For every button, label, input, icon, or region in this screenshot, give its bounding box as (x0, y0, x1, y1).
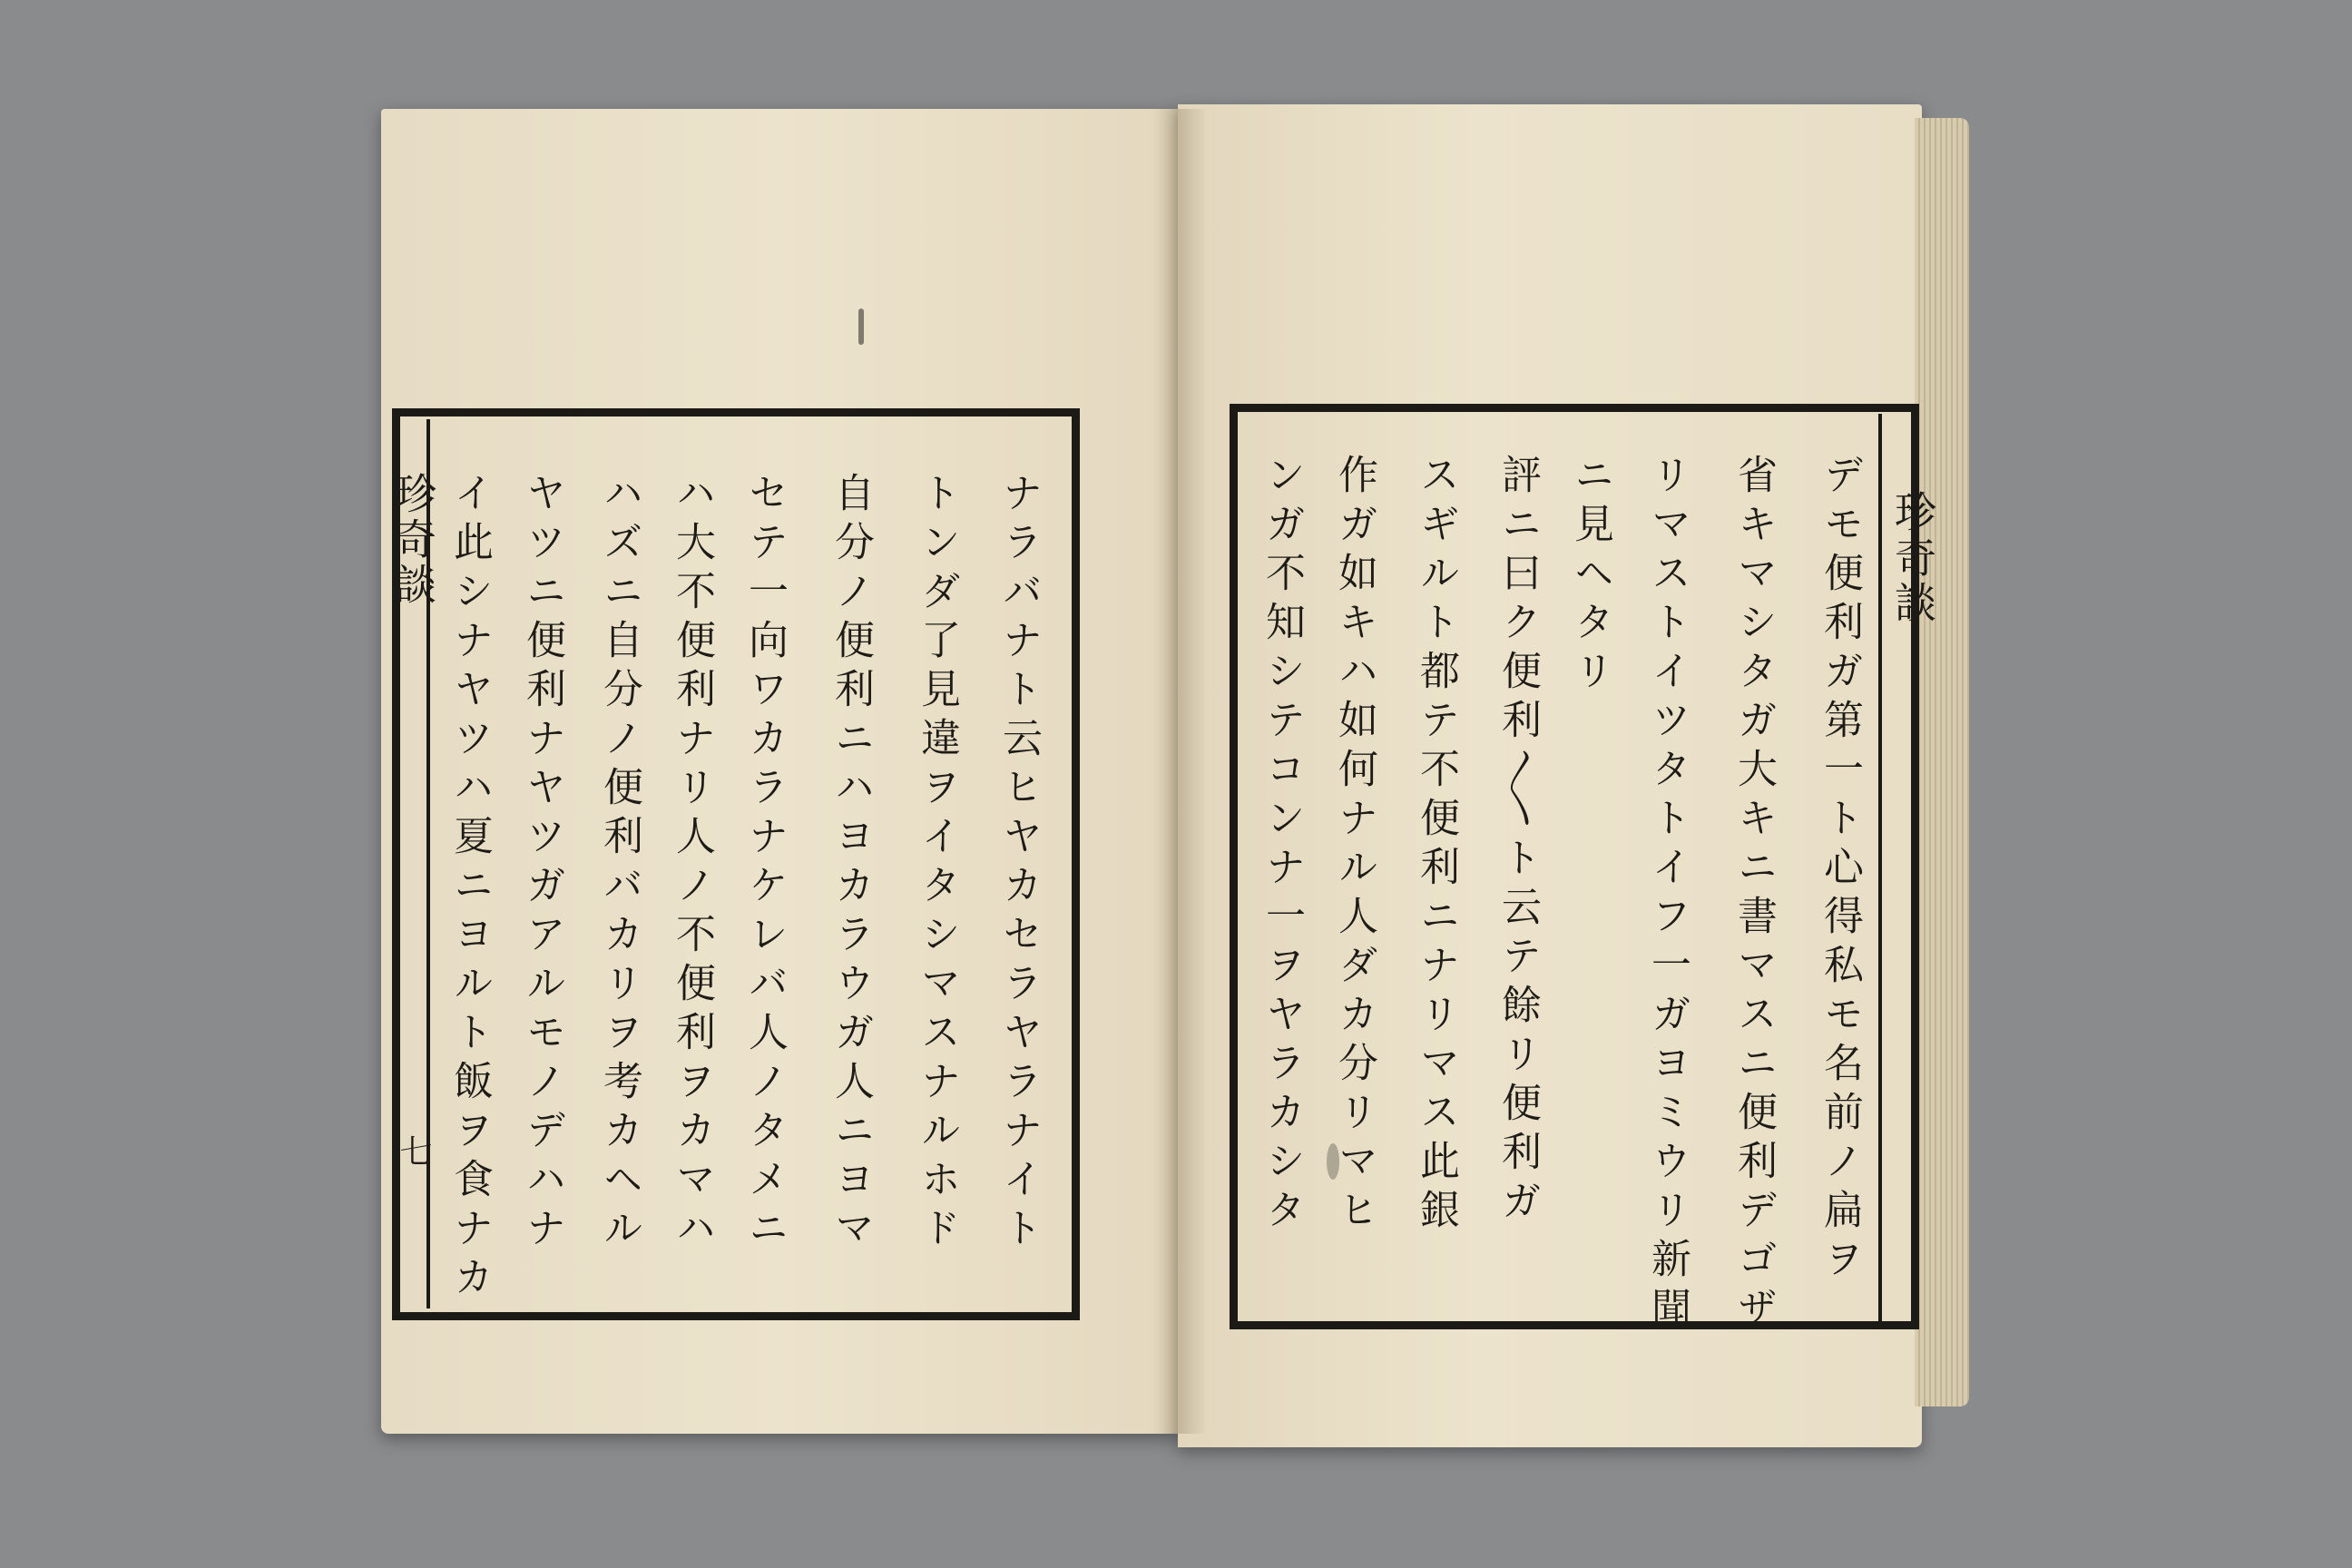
left-margin-title: 珍奇談 (388, 472, 437, 608)
left-column-3: 自分ノ便利ニハヨカラウガ人ニヨマ (828, 472, 874, 1256)
right-column-3: リマストイツタトイフ一ガヨミウリ新聞 (1644, 454, 1690, 1336)
right-column-2: 省キマシタガ大キニ書マスニ便利デゴザ (1730, 454, 1777, 1336)
left-column-5: ハ大不便利ナリ人ノ不便利ヲカマハ (669, 472, 715, 1256)
book-gutter (1152, 109, 1207, 1434)
left-column-1: ナラバナト云ヒヤカセラヤラナイト (995, 472, 1042, 1256)
left-text-frame (392, 408, 1080, 1320)
left-column-4: セテ一向ワカラナケレバ人ノタメニ (741, 472, 788, 1256)
paper-stain (858, 309, 864, 345)
left-column-8: イ此シナヤツハ夏ニヨルト飯ヲ食ナカ (446, 472, 493, 1305)
right-margin-rule (1878, 414, 1882, 1321)
right-column-7: 作ガ如キハ如何ナル人ダカ分リマヒ (1331, 454, 1377, 1238)
right-margin-title: 珍奇談 (1888, 490, 1937, 626)
left-column-2: トンダ了見違ヲイタシマスナルホド (914, 472, 960, 1256)
left-page-number: 七 (395, 1134, 432, 1167)
ink-smudge (1327, 1143, 1339, 1180)
right-column-6: スギルト都テ不便利ニナリマス此銀 (1413, 454, 1459, 1238)
page-stack-edge (1915, 118, 1969, 1406)
right-column-4: ニ見ヘタリ (1567, 454, 1613, 699)
right-column-5: 評ニ曰ク便利〳〵ト云テ餘リ便利ガ (1494, 454, 1541, 1229)
left-column-7: ヤツニ便利ナヤツガアルモノデハナ (519, 472, 565, 1256)
right-column-1: デモ便利ガ第一ト心得私モ名前ノ扁ヲ (1817, 454, 1863, 1287)
right-column-8: ンガ不知シテコンナ一ヲヤラカシタ (1259, 454, 1305, 1238)
left-column-6: ハズニ自分ノ便利バカリヲ考カヘル (596, 472, 642, 1256)
